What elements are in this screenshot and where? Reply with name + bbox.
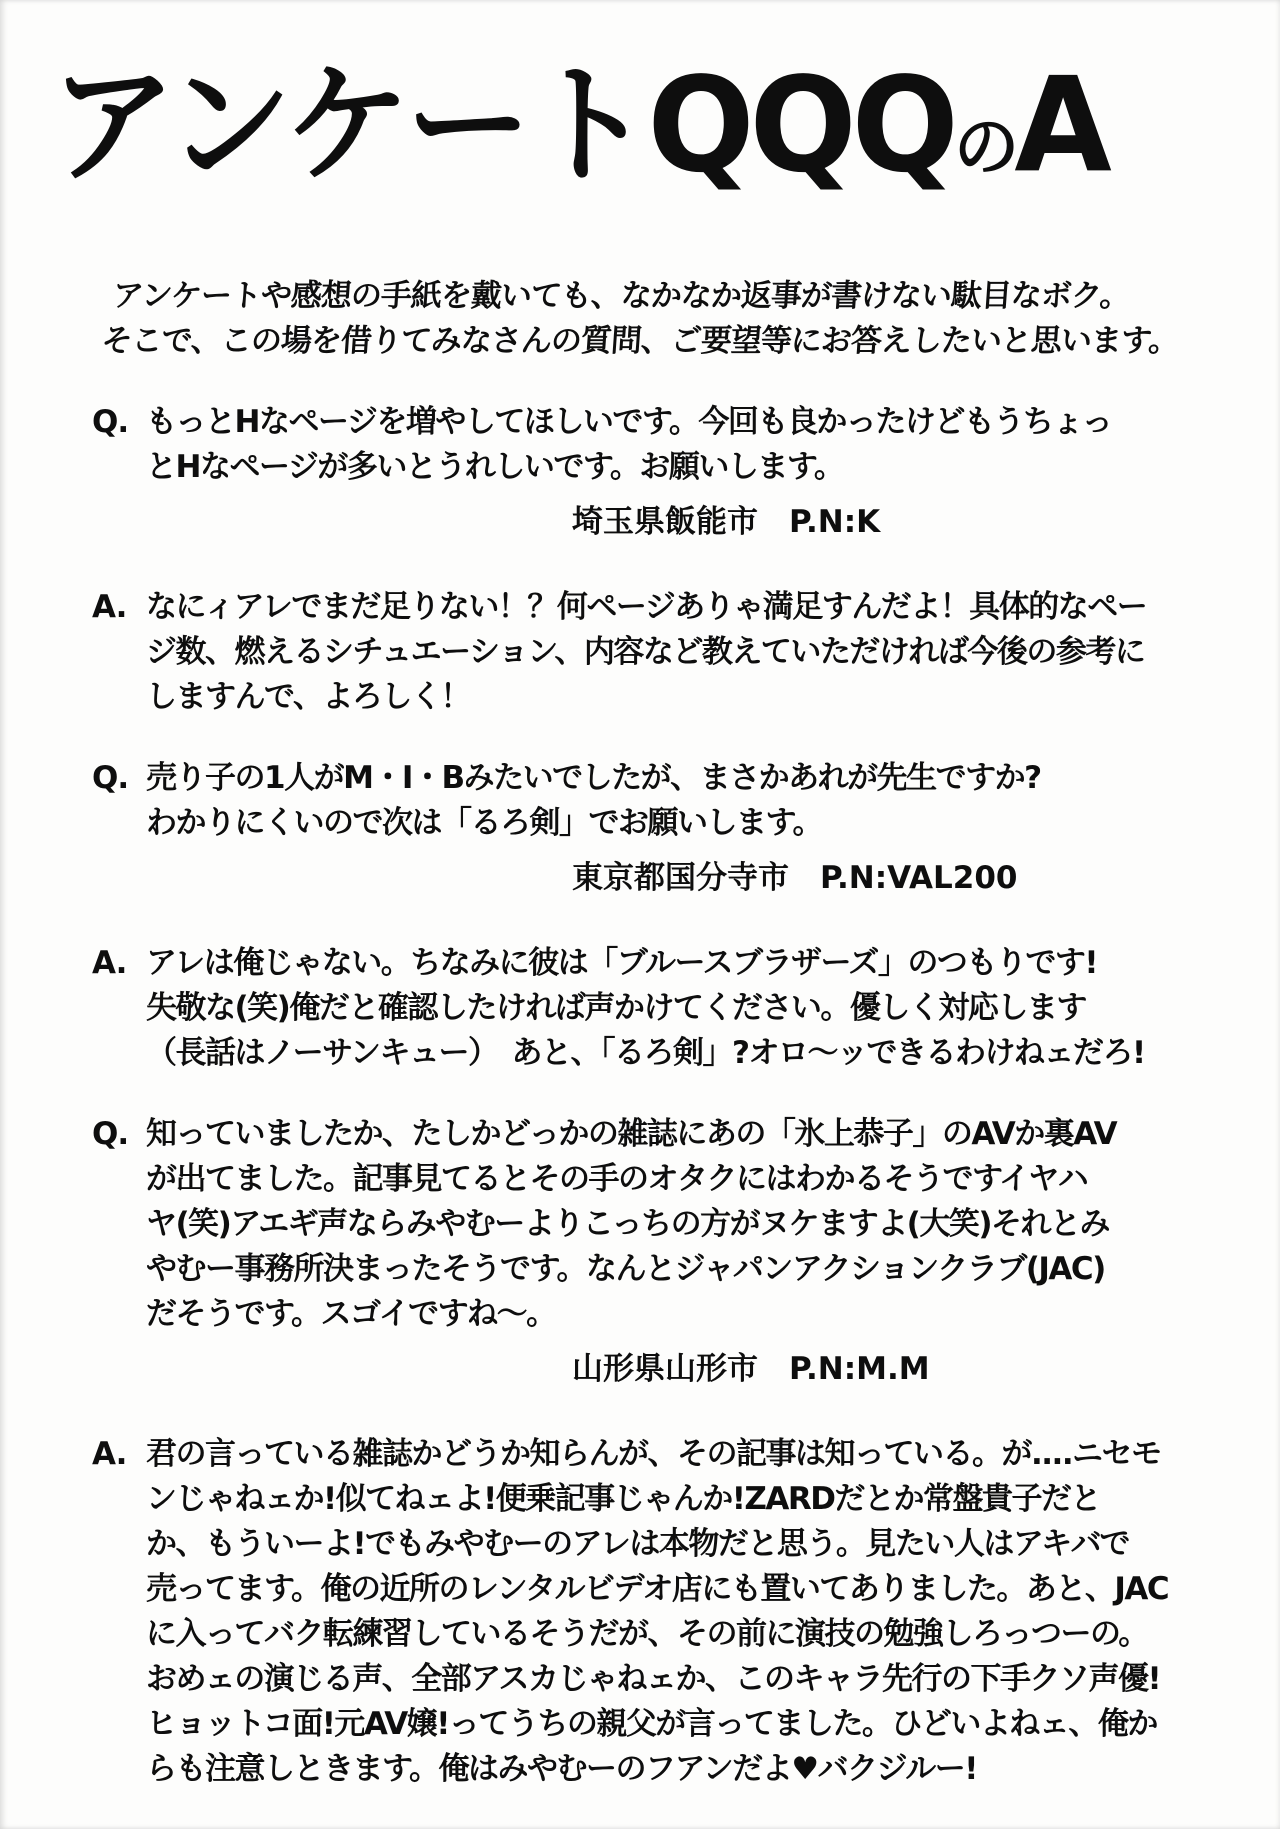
answer-label: A. (92, 944, 127, 981)
question-line: ヤ(笑)アエギ声ならみやむーよりこっちの方がヌケますよ(大笑)それとみ (146, 1205, 1109, 1242)
question-text (146, 1112, 1116, 1337)
question-line: が出てました。記事見てるとその手のオタクにはわかるそうですイヤハ (146, 1160, 1088, 1197)
answer-block (0, 1432, 1280, 1792)
answer-block (0, 941, 1280, 1076)
intro-paragraph (100, 274, 1280, 364)
answer-block (0, 585, 1280, 720)
question-text (146, 756, 1041, 846)
intro-line: そこで、この場を借りてみなさんの質問、ご要望等にお答えしたいと思います。 (100, 322, 1180, 359)
answer-line: （長話はノーサンキュー） あと、「るろ剣」?オロ〜ッできるわけねェだろ! (146, 1034, 1145, 1071)
page-title (50, 48, 1280, 202)
qa-entry (0, 756, 1280, 1076)
question-block (0, 400, 1280, 490)
answer-text (146, 941, 1145, 1076)
question-block (0, 756, 1280, 846)
question-block (0, 1112, 1280, 1337)
answer-line: しますんで、よろしく！ (146, 678, 470, 715)
answer-text (146, 585, 1146, 720)
answer-line: ジ数、燃えるシチュエーション、内容など教えていただければ今後の参考に (146, 633, 1145, 670)
answer-label: A. (92, 588, 127, 625)
answer-line: アレは俺じゃない。ちなみに彼は「ブルースブラザーズ」のつもりです! (146, 944, 1098, 981)
answer-line: 失敬な(笑)俺だと確認したければ声かけてください。優しく対応します (146, 989, 1086, 1026)
qa-entry (0, 400, 1280, 720)
question-line: 知っていましたか、たしかどっかの雑誌にあの「氷上恭子」のAVか裏AV (146, 1115, 1117, 1152)
qa-entry (0, 1112, 1280, 1792)
question-line: やむー事務所決まったそうです。なんとジャパンアクションクラブ(JAC) (146, 1250, 1105, 1287)
question-label: Q. (92, 1115, 129, 1152)
answer-line: らも注意しときます。俺はみやむーのフアンだよ♥バクジルー! (146, 1750, 977, 1787)
sender-attribution: 東京都国分寺市 P.N:VAL200 (572, 859, 1018, 896)
question-text (146, 400, 1111, 490)
answer-line: に入ってバク転練習しているそうだが、その前に演技の勉強しろっつーの。 (146, 1615, 1148, 1652)
answer-line: ヒョットコ面!元AV嬢!ってうちの親父が言ってました。ひどいよねェ、俺か (146, 1705, 1157, 1742)
answer-line: ンじゃねェか!似てねェよ!便乗記事じゃんか!ZARDだとか常盤貴子だと (146, 1480, 1100, 1517)
sender-attribution: 埼玉県飯能市 P.N:K (572, 503, 881, 540)
question-line: 売り子の1人がM・I・Bみたいでしたが、まさかあれが先生ですか? (146, 759, 1041, 796)
intro-line: アンケートや感想の手紙を戴いても、なかなか返事が書けない駄目なボク。 (111, 277, 1131, 314)
page-title-main: アンケートQQQ (50, 48, 954, 202)
question-line: もっとHなページを増やしてほしいです。今回も良かったけどもうちょっ (146, 403, 1112, 440)
answer-text (146, 1432, 1168, 1792)
question-label: Q. (92, 403, 129, 440)
answer-line: か、もういーよ!でもみやむーのアレは本物だと思う。見たい人はアキバで (146, 1525, 1130, 1562)
question-line: わかりにくいので次は「るろ剣」でお願いします。 (146, 804, 823, 841)
sender-attribution: 山形県山形市 P.N:M.M (572, 1350, 930, 1387)
answer-label: A. (92, 1435, 127, 1472)
answer-line: 売ってます。俺の近所のレンタルビデオ店にも置いてありました。あと、JAC (146, 1570, 1169, 1607)
page-title-suffix: A (1014, 48, 1107, 202)
answer-line: なにィアレでまだ足りない！？何ページありゃ満足すんだよ！具体的なペー (146, 588, 1147, 625)
page-title-particle: の (953, 108, 1015, 188)
question-line: だそうです。スゴイですね〜。 (146, 1295, 556, 1332)
question-line: とHなページが多いとうれしいです。お願いします。 (146, 448, 844, 485)
question-label: Q. (92, 759, 129, 796)
answer-line: おめェの演じる声、全部アスカじゃねェか、このキャラ先行の下手クソ声優! (146, 1660, 1161, 1697)
answer-line: 君の言っている雑誌かどうか知らんが、その記事は知っている。が....ニセモ (146, 1435, 1161, 1472)
